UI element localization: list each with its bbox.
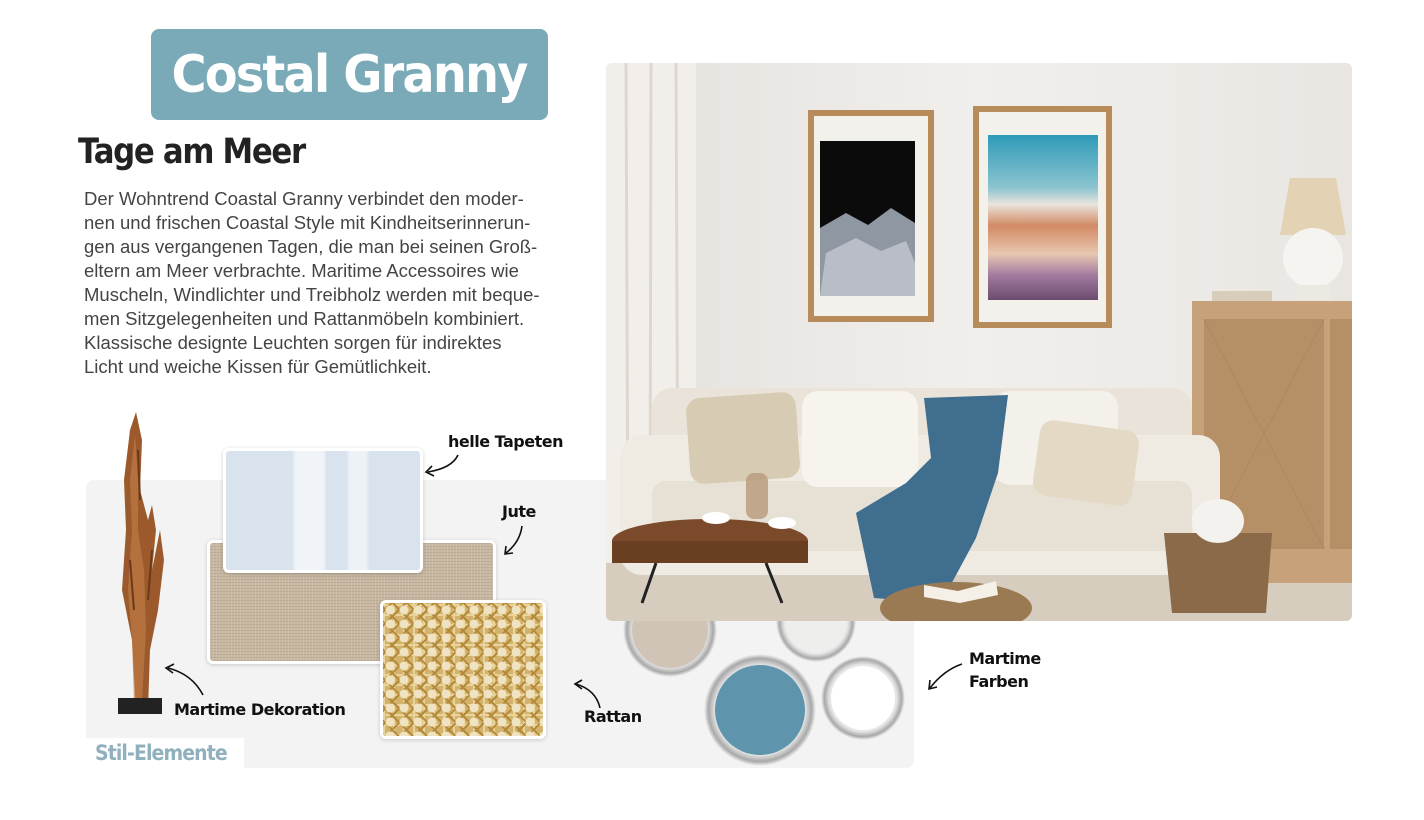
label-rattan: Rattan [584, 707, 642, 726]
label-martime-farben [969, 647, 1041, 693]
intro-line: Klassische designte Leuchten sorgen für indirektes [84, 332, 502, 353]
intro-line: Der Wohntrend Coastal Granny verbindet den moder- [84, 188, 524, 209]
driftwood-sculpture-image [108, 410, 172, 720]
intro-line: men Sitzgelegenheiten und Rattanmöbeln kombiniert. [84, 308, 525, 329]
subtitle-heading: Tage am Meer [78, 132, 305, 172]
label-jute: Jute [502, 502, 536, 521]
label-helle-tapeten: helle Tapeten [448, 432, 563, 451]
intro-line: eltern am Meer verbrachte. Maritime Accessoires wie [84, 260, 519, 281]
style-elements-label: Stil-Elemente [95, 741, 227, 765]
arrow-icon [930, 664, 962, 688]
arrowhead-icon [929, 680, 937, 689]
arrowhead-icon [426, 466, 434, 476]
label-farben-line2: Farben [969, 672, 1029, 691]
wallpaper-swatch-image [223, 448, 423, 573]
intro-line: gen aus vergangenen Tagen, die man bei seinen Groß- [84, 236, 538, 257]
paint-white [831, 666, 895, 730]
intro-line: Licht und weiche Kissen für Gemütlichkeit. [84, 356, 432, 377]
label-farben-line1: Martime [969, 649, 1041, 668]
title-banner [151, 29, 548, 120]
intro-line: Muscheln, Windlichter und Treibholz werden mit beque- [84, 284, 540, 305]
intro-line: nen und frischen Coastal Style mit Kindheitserinnerun- [84, 212, 531, 233]
paint-blue [715, 665, 805, 755]
page-title: Costal Granny [171, 44, 528, 105]
label-martime-dekoration: Martime Dekoration [174, 700, 346, 719]
arrow-icon [428, 455, 458, 472]
intro-paragraph [84, 187, 604, 379]
living-room-photo [606, 63, 1352, 621]
rattan-swatch-image [380, 600, 546, 739]
